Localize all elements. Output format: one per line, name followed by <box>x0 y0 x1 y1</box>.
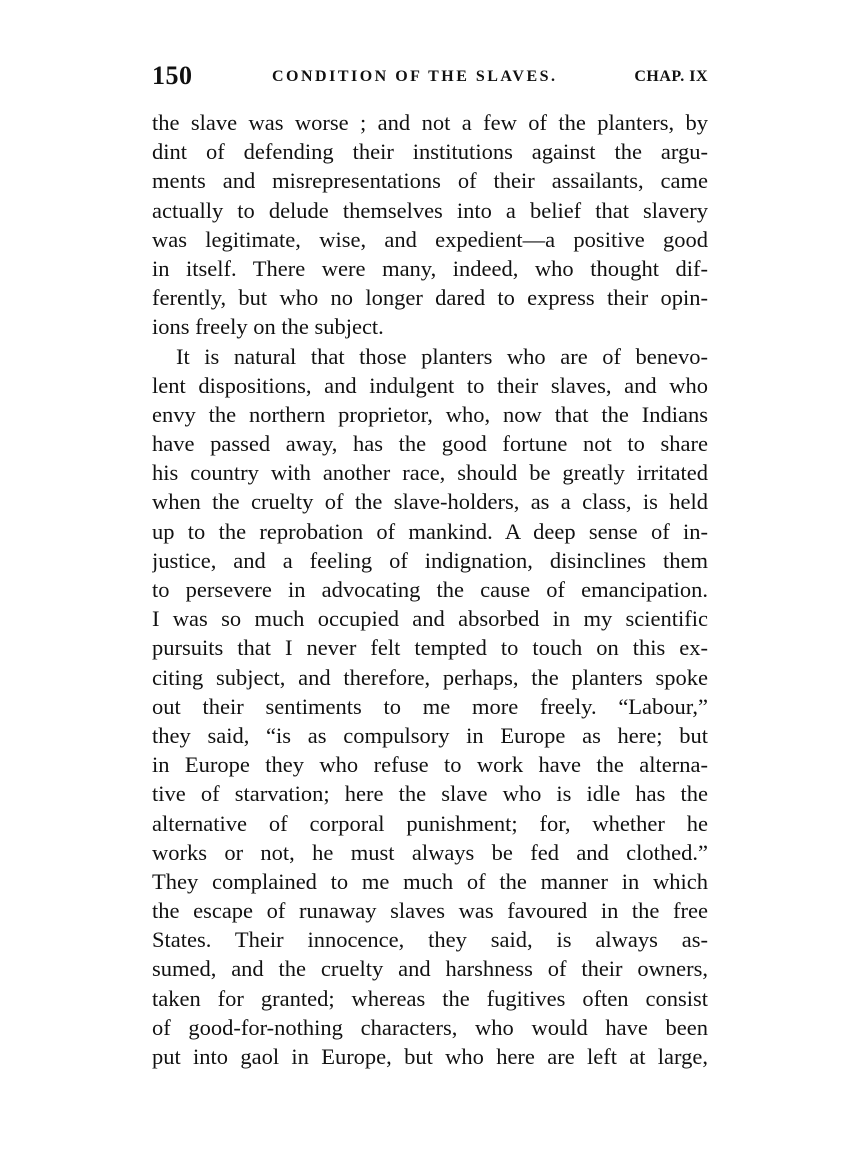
text-line: lent dispositions, and indulgent to their slaves, and who <box>152 372 708 398</box>
text-line: in itself. There were many, indeed, who thought dif- <box>152 255 708 281</box>
text-line: his country with another race, should be greatly irritated <box>152 460 708 486</box>
text-line: States. Their innocence, they said, is always as- <box>152 927 708 953</box>
text-line: citing subject, and therefore, perhaps, the planters spoke <box>152 664 708 690</box>
text-line: the slave was worse ; and not a few of the planters, by <box>152 110 708 135</box>
text-line: out their sentiments to me more freely. “Labour,” <box>152 693 708 719</box>
text-line: justice, and a feeling of indignation, disinclines them <box>152 547 708 573</box>
text-line: when the cruelty of the slave-holders, as a class, is held <box>152 489 708 515</box>
text-line: the escape of runaway slaves was favoured in the free <box>152 898 708 924</box>
running-head <box>152 62 708 90</box>
chapter-reference: CHAP. IX <box>634 68 708 85</box>
text-line: actually to delude themselves into a belief that slavery <box>152 197 708 223</box>
text-line: they said, “is as compulsory in Europe as here; but <box>152 722 708 748</box>
text-line: envy the northern proprietor, who, now that the Indians <box>152 401 708 427</box>
text-line: It is natural that those planters who are of benevo- <box>176 343 708 369</box>
text-line: dint of defending their institutions against the argu- <box>152 139 708 165</box>
text-line: was legitimate, wise, and expedient—a positive good <box>152 226 708 252</box>
text-line: of good-for-nothing characters, who would have been <box>152 1014 708 1040</box>
text-line: ferently, but who no longer dared to express their opin- <box>152 285 708 311</box>
text-line: I was so much occupied and absorbed in my scientific <box>152 606 708 632</box>
text-line: sumed, and the cruelty and harshness of their owners, <box>152 956 708 982</box>
text-line: alternative of corporal punishment; for, whether he <box>152 810 708 836</box>
chapter-title: CONDITION OF THE SLAVES. <box>272 68 558 85</box>
text-line: in Europe they who refuse to work have the alterna- <box>152 752 708 778</box>
text-line: tive of starvation; here the slave who is idle has the <box>152 781 708 807</box>
body-text <box>152 108 708 1071</box>
text-line: up to the reprobation of mankind. A deep sense of in- <box>152 518 708 544</box>
page-number: 150 <box>152 61 193 90</box>
text-line: ments and misrepresentations of their assailants, came <box>152 168 708 194</box>
text-line: ions freely on the subject. <box>152 314 384 340</box>
text-line: taken for granted; whereas the fugitives often consist <box>152 985 708 1011</box>
text-line: have passed away, has the good fortune not to share <box>152 431 708 457</box>
text-line: pursuits that I never felt tempted to touch on this ex- <box>152 635 708 661</box>
text-line: to persevere in advocating the cause of emancipation. <box>152 577 708 602</box>
text-line: works or not, he must always be fed and clothed.” <box>152 839 708 865</box>
text-line: They complained to me much of the manner in which <box>152 868 708 894</box>
text-line: put into gaol in Europe, but who here are left at large, <box>152 1044 708 1069</box>
